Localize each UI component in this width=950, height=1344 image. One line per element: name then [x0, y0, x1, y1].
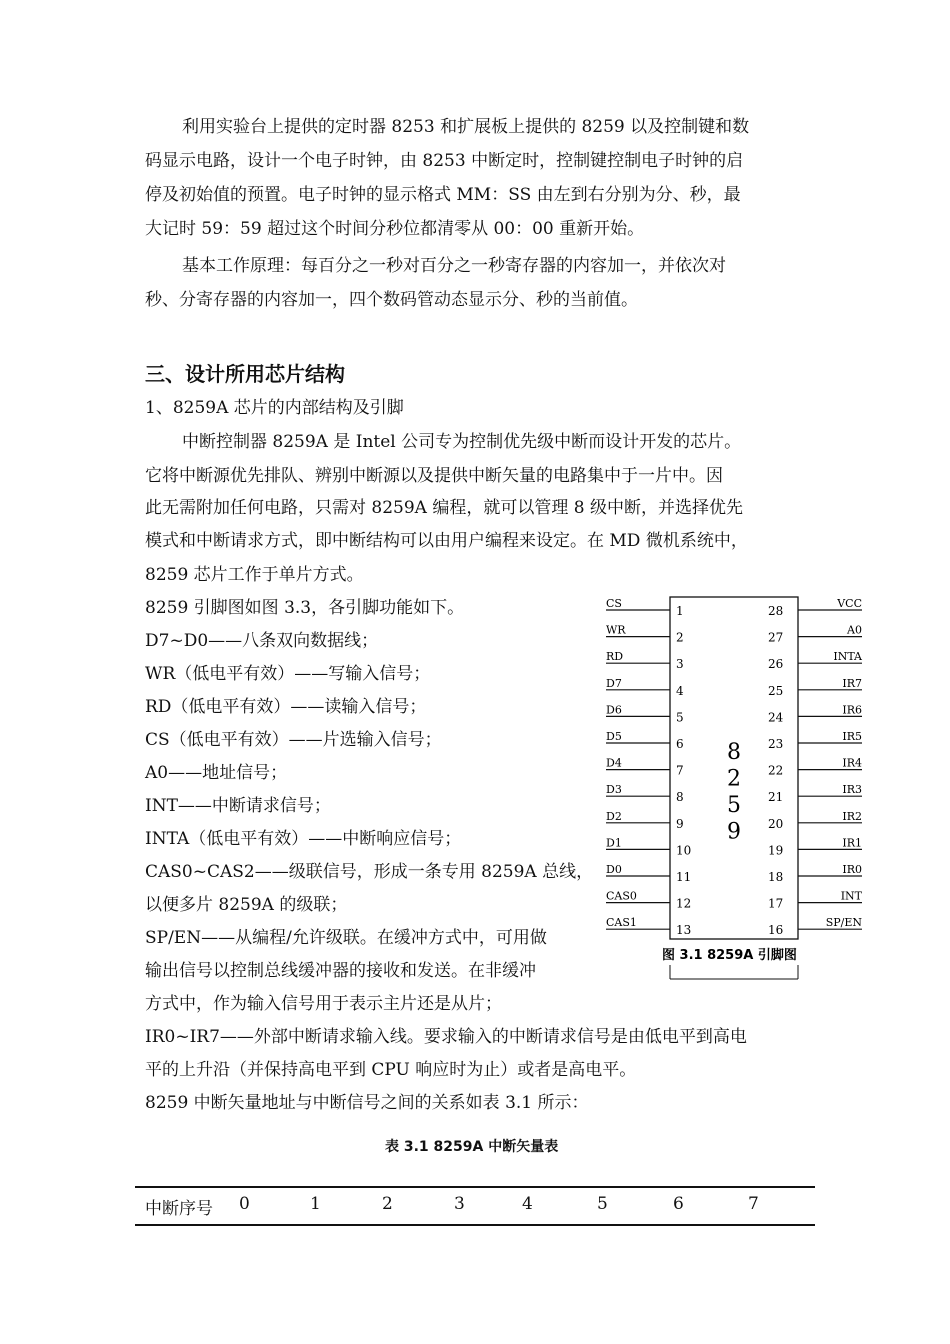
paragraph-line: 模式和中断请求方式，即中断结构可以由用户编程来设定。在 MD 微机系统中，: [145, 531, 748, 551]
pin-name-label: D6: [606, 703, 622, 717]
pin-desc-line: WR（低电平有效）——写输入信号；: [145, 664, 431, 684]
pin-desc-line: CS（低电平有效）——片选输入信号；: [145, 730, 442, 750]
pin-number-label: 4: [676, 683, 684, 698]
pin-desc-line: 以便多片 8259A 的级联；: [145, 895, 348, 915]
paragraph-line: 8259 芯片工作于单片方式。: [145, 565, 364, 585]
pin-number-label: 1: [676, 604, 684, 618]
table-cell: 3: [454, 1194, 465, 1214]
paragraph-line: 它将中断源优先排队、辨别中断源以及提供中断矢量的电路集中于一片中。因: [145, 466, 723, 486]
pin-name-label: D1: [606, 836, 622, 850]
table-cell: 4: [522, 1194, 533, 1214]
paragraph-line: 大记时 59：59 超过这个时间分秒位都清零从 00：00 重新开始。: [145, 219, 645, 239]
pin-number-label: 27: [768, 630, 784, 645]
pin-number-label: 7: [676, 763, 684, 778]
subsection-title: 1、8259A 芯片的内部结构及引脚: [145, 398, 404, 418]
chip-label-char: 5: [727, 793, 741, 818]
table-cell: 2: [382, 1194, 393, 1214]
paragraph-line: 秒、分寄存器的内容加一，四个数码管动态显示分、秒的当前值。: [145, 290, 638, 310]
paragraph-line: 停及初始值的预置。电子时钟的显示格式 MM：SS 由左到右分别为分、秒，最: [145, 185, 741, 205]
table-cell: 0: [239, 1194, 250, 1214]
chip-label-char: 8: [727, 740, 741, 765]
table-cell: 1: [310, 1194, 321, 1214]
pin-desc-line: INTA（低电平有效）——中断响应信号；: [145, 829, 462, 849]
pin-name-label: IR2: [842, 809, 862, 823]
figure-caption: 图 3.1 8259A 引脚图: [662, 948, 797, 963]
pin-name-label: IR1: [842, 836, 862, 850]
pin-number-label: 2: [676, 630, 684, 645]
pin-diagram-figure: [600, 595, 870, 990]
pin-name-label: D4: [606, 756, 622, 770]
pin-desc-line: 输出信号以控制总线缓冲器的接收和发送。在非缓冲: [145, 961, 536, 981]
pin-name-label: INT: [840, 889, 862, 903]
pin-desc-line: SP/EN——从编程/允许级联。在缓冲方式中，可用做: [145, 928, 547, 948]
pin-desc-line: CAS0~CAS2——级联信号，形成一条专用 8259A 总线，: [145, 862, 594, 882]
pin-name-label: RD: [606, 650, 624, 664]
pin-number-label: 5: [676, 710, 684, 725]
pin-desc-line: INT——中断请求信号；: [145, 796, 331, 816]
pin-name-label: D0: [606, 863, 622, 876]
pin-number-label: 10: [676, 843, 692, 858]
pin-name-label: IR6: [842, 703, 862, 717]
table-header-cell: 中断序号: [145, 1199, 213, 1219]
pin-name-label: IR7: [842, 676, 862, 690]
pin-name-label: CS: [606, 597, 622, 610]
pin-number-label: 19: [768, 843, 784, 858]
pin-name-label: IR3: [842, 783, 862, 797]
pin-desc-line: 平的上升沿（并保持高电平到 CPU 响应时为止）或者是高电平。: [145, 1060, 637, 1080]
pin-name-label: SP/EN: [825, 916, 862, 930]
pin-name-label: CAS0: [606, 889, 637, 903]
pin-number-label: 9: [676, 816, 684, 831]
pin-desc-line: 8259 中断矢量地址与中断信号之间的关系如表 3.1 所示：: [145, 1093, 589, 1113]
pin-number-label: 25: [768, 683, 784, 698]
pin-name-label: D5: [606, 730, 622, 743]
table-cell: 7: [748, 1194, 759, 1214]
paragraph-line: 利用实验台上提供的定时器 8253 和扩展板上提供的 8259 以及控制键和数: [182, 117, 750, 137]
pin-desc-line: 方式中，作为输入信号用于表示主片还是从片；: [145, 994, 502, 1014]
pin-name-label: IR0: [842, 863, 862, 876]
pin-desc-line: A0——地址信号；: [145, 763, 288, 783]
pin-number-label: 6: [676, 737, 684, 751]
pin-name-label: CAS1: [606, 916, 637, 930]
pin-number-label: 16: [768, 923, 784, 938]
pin-number-label: 17: [768, 896, 784, 911]
pin-number-label: 20: [768, 816, 784, 831]
chip-label-char: 9: [727, 819, 741, 845]
paragraph-line: 此无需附加任何电路，只需对 8259A 编程，就可以管理 8 级中断，并选择优先: [145, 498, 743, 518]
pin-name-label: D7: [606, 676, 622, 690]
pin-desc-line: RD（低电平有效）——读输入信号；: [145, 697, 427, 717]
table-cell: 6: [673, 1194, 684, 1214]
pin-number-label: 11: [676, 870, 692, 884]
chip-label-char: 2: [727, 766, 741, 792]
vector-table: [135, 1186, 815, 1226]
pin-name-label: IR4: [842, 756, 862, 770]
pin-number-label: 23: [768, 737, 784, 751]
pin-number-label: 3: [676, 657, 684, 672]
pin-number-label: 26: [768, 657, 784, 672]
pin-number-label: 22: [768, 763, 784, 778]
pin-number-label: 18: [768, 870, 784, 884]
pin-name-label: INTA: [833, 650, 862, 664]
pin-desc-line: 8259 引脚图如图 3.3，各引脚功能如下。: [145, 598, 465, 618]
paragraph-line: 中断控制器 8259A 是 Intel 公司专为控制优先级中断而设计开发的芯片。: [182, 432, 742, 452]
pin-desc-line: D7~D0——八条双向数据线；: [145, 631, 379, 651]
pin-name-label: D3: [606, 783, 622, 797]
pin-number-label: 12: [676, 896, 692, 911]
pin-name-label: A0: [847, 623, 862, 637]
pin-name-label: WR: [606, 623, 626, 637]
table-cell: 5: [597, 1194, 608, 1214]
pin-number-label: 24: [768, 710, 784, 725]
pin-name-label: IR5: [842, 730, 862, 743]
table-caption: 表 3.1 8259A 中断矢量表: [385, 1139, 559, 1155]
pin-desc-line: IR0~IR7——外部中断请求输入线。要求输入的中断请求信号是由低电平到高电: [145, 1027, 747, 1047]
pin-name-label: VCC: [837, 597, 862, 610]
paragraph-line: 基本工作原理：每百分之一秒对百分之一秒寄存器的内容加一，并依次对: [182, 256, 726, 276]
paragraph-line: 码显示电路，设计一个电子时钟，由 8253 中断定时，控制键控制电子时钟的启: [145, 151, 744, 171]
pin-number-label: 13: [676, 923, 692, 938]
pin-number-label: 21: [768, 790, 784, 805]
section-title: 三、设计所用芯片结构: [145, 362, 345, 386]
pin-number-label: 8: [676, 790, 684, 805]
pin-name-label: D2: [606, 809, 622, 823]
pin-number-label: 28: [768, 604, 784, 618]
